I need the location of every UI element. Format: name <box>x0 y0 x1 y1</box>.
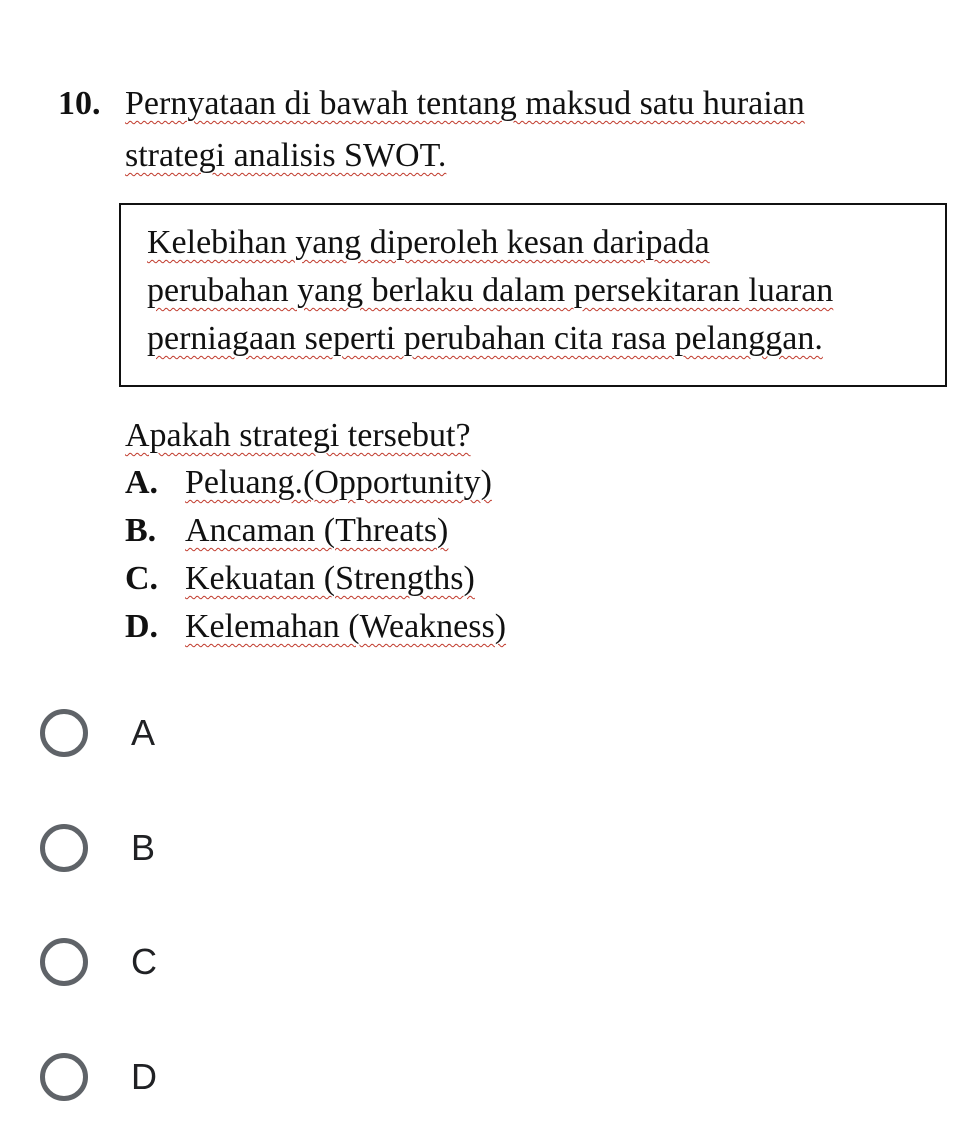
statement-line-2: perubahan yang berlaku dalam persekitaran luaran <box>147 272 834 309</box>
radio-unchecked-icon[interactable] <box>40 1053 88 1101</box>
question-prompt: Apakah strategi tersebut? <box>125 417 471 454</box>
radio-option-label[interactable]: A <box>131 712 156 753</box>
radio-option-label[interactable]: D <box>131 1056 157 1097</box>
radio-unchecked-icon[interactable] <box>40 938 88 986</box>
statement-box <box>119 203 947 387</box>
radio-option-b[interactable] <box>40 818 155 878</box>
statement-line-3: perniagaan seperti perubahan cita rasa pelanggan. <box>147 320 823 357</box>
radio-option-a[interactable] <box>40 703 155 763</box>
choice-letter: B. <box>125 512 157 549</box>
radio-option-label[interactable]: C <box>131 941 157 982</box>
choice-text: Peluang.(Opportunity) <box>185 464 492 501</box>
statement-line-1: Kelebihan yang diperoleh kesan daripada <box>147 224 710 261</box>
radio-option-c[interactable] <box>40 932 157 992</box>
question-stem <box>125 78 945 182</box>
choice-text: Kelemahan (Weakness) <box>185 608 507 645</box>
choice-a <box>125 458 492 508</box>
question-number: 10. <box>58 85 101 122</box>
choice-b <box>125 506 448 556</box>
question-stem-line-2: strategi analisis SWOT. <box>125 137 447 174</box>
radio-option-label[interactable]: B <box>131 827 156 868</box>
radio-unchecked-icon[interactable] <box>40 709 88 757</box>
choice-text: Ancaman (Threats) <box>185 512 449 549</box>
choice-text: Kekuatan (Strengths) <box>185 560 475 597</box>
radio-option-d[interactable] <box>40 1047 157 1107</box>
choice-letter: D. <box>125 608 159 645</box>
choice-letter: C. <box>125 560 159 597</box>
choice-letter: A. <box>125 464 159 501</box>
choice-d <box>125 602 506 652</box>
question-stem-line-1: Pernyataan di bawah tentang maksud satu huraian <box>125 85 805 122</box>
radio-unchecked-icon[interactable] <box>40 824 88 872</box>
choice-c <box>125 554 475 604</box>
